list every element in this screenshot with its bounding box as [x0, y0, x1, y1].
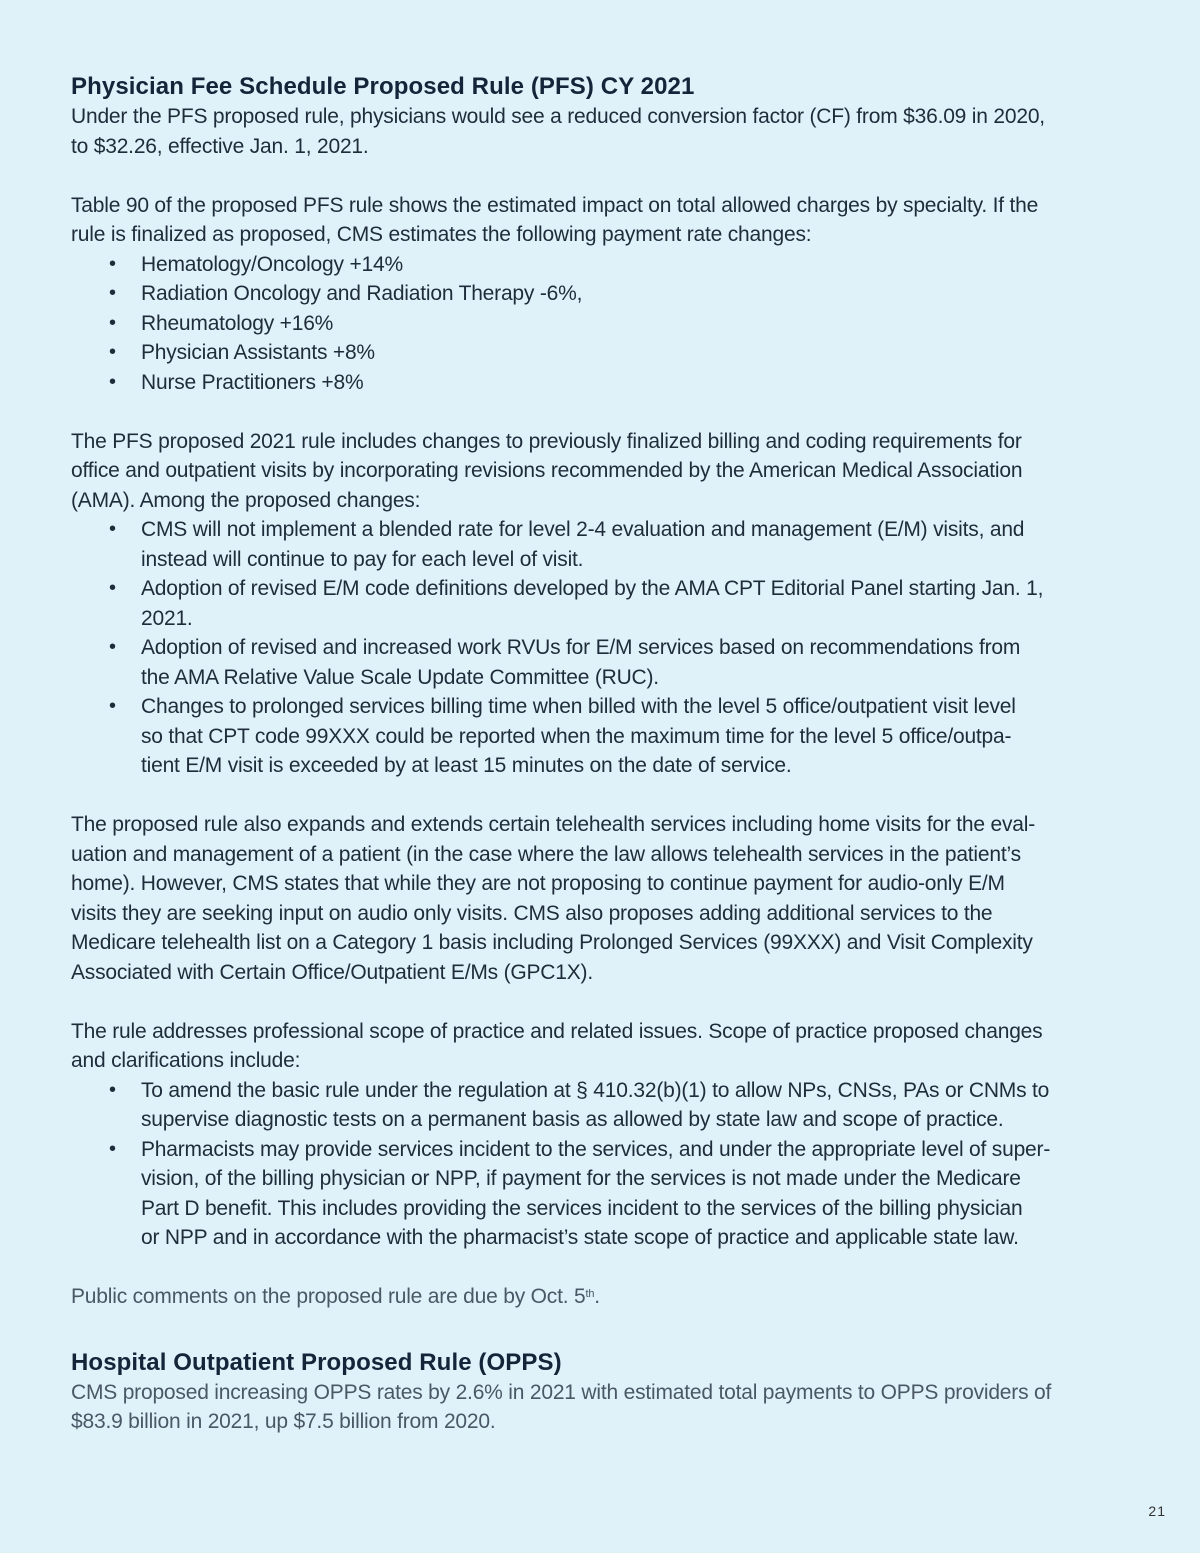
list-item: • Rheumatology +16% [71, 309, 1130, 339]
list-item-line: Part D benefit. This includes providing the services incident to the services of the billing physician [141, 1196, 1023, 1220]
list-item [71, 574, 1130, 633]
list-item [71, 633, 1130, 692]
pfs-em-line-2: office and outpatient visits by incorporating revisions recommended by the American Medical Association [71, 459, 1023, 482]
pfs-em-line-3: (AMA). Among the proposed changes: [71, 488, 421, 512]
pfs-em-line-1: The PFS proposed 2021 rule includes changes to previously finalized billing and coding requirements for [71, 429, 1022, 453]
telehealth-paragraph [71, 810, 1130, 987]
list-item [71, 1135, 1130, 1253]
pfs-table-line-1: Table 90 of the proposed PFS rule shows the estimated impact on total allowed charges by specialty. If the [71, 193, 1039, 217]
telehealth-line: Associated with Certain Office/Outpatient E/Ms (GPC1X). [71, 960, 593, 984]
list-item-line: tient E/M visit is exceeded by at least 15 minutes on the date of service. [141, 754, 792, 777]
list-item-line: the AMA Relative Value Scale Update Committee (RUC). [141, 665, 659, 689]
list-item-line: CMS will not implement a blended rate for level 2-4 evaluation and management (E/M) visits, and [141, 518, 1025, 541]
telehealth-line: visits they are seeking input on audio only visits. CMS also proposes adding additional services to the [71, 901, 993, 925]
comments-superscript: th [585, 1288, 595, 1300]
public-comments-note [71, 1282, 1130, 1312]
pfs-heading: Physician Fee Schedule Proposed Rule (PFS) CY 2021 [71, 73, 695, 100]
list-item [71, 515, 1130, 574]
list-item-line: or NPP and in accordance with the pharmacist’s state scope of practice and applicable state law. [141, 1226, 1019, 1249]
scope-line-2: and clarifications include: [71, 1049, 301, 1072]
rate-changes-list [71, 250, 1130, 398]
opps-line-1: CMS proposed increasing OPPS rates by 2.6% in 2021 with estimated total payments to OPPS providers of [71, 1380, 1052, 1404]
opps-line-2: $83.9 billion in 2021, up $7.5 billion from 2020. [71, 1410, 496, 1433]
page-number: 21 [1148, 1503, 1166, 1519]
pfs-intro-line-2: to $32.26, effective Jan. 1, 2021. [71, 134, 369, 158]
telehealth-line: The proposed rule also expands and extends certain telehealth services including home visits for the eval- [71, 813, 1036, 836]
list-item-line: supervise diagnostic tests on a permanent basis as allowed by state law and scope of practice. [141, 1108, 1004, 1131]
pfs-intro [71, 102, 1130, 161]
list-item: • Nurse Practitioners +8% [71, 368, 1130, 398]
list-item-line: so that CPT code 99XXX could be reported when the maximum time for the level 5 office/outpa- [141, 724, 1012, 748]
telehealth-line: uation and management of a patient (in the case where the law allows telehealth services in the patient’s [71, 842, 1021, 866]
list-item: • Radiation Oncology and Radiation Therapy -6%, [71, 279, 1130, 309]
list-item [71, 692, 1130, 781]
list-item [71, 1076, 1130, 1135]
list-item: • Hematology/Oncology +14% [71, 250, 1130, 280]
opps-heading: Hospital Outpatient Proposed Rule (OPPS) [71, 1348, 562, 1376]
list-item-line: instead will continue to pay for each level of visit. [141, 547, 584, 571]
list-item-line: Pharmacists may provide services incident to the services, and under the appropriate level of super- [141, 1137, 1051, 1161]
pfs-em-paragraph [71, 427, 1130, 516]
comments-text: Public comments on the proposed rule are due by Oct. 5 [71, 1285, 586, 1308]
list-item-line: Adoption of revised and increased work RVUs for E/M services based on recommendations from [141, 636, 1021, 659]
pfs-intro-line-1: Under the PFS proposed rule, physicians would see a reduced conversion factor (CF) from $36.09 in 2020, [71, 105, 1045, 128]
pfs-table-paragraph [71, 191, 1130, 250]
pfs-table-line-2: rule is finalized as proposed, CMS estimates the following payment rate changes: [71, 223, 812, 246]
comments-end: . [594, 1285, 600, 1308]
em-changes-list [71, 515, 1130, 781]
list-item-line: To amend the basic rule under the regulation at § 410.32(b)(1) to allow NPs, CNSs, PAs or CNMs to [141, 1078, 1050, 1102]
list-item: • Physician Assistants +8% [71, 338, 1130, 368]
list-item-line: Changes to prolonged services billing time when billed with the level 5 office/outpatient visit level [141, 695, 1016, 718]
scope-paragraph [71, 1017, 1130, 1076]
opps-paragraph [71, 1378, 1130, 1437]
telehealth-line: Medicare telehealth list on a Category 1 basis including Prolonged Services (99XXX) and Visit Complexity [71, 931, 1033, 954]
scope-changes-list [71, 1076, 1130, 1253]
list-item-line: vision, of the billing physician or NPP, if payment for the services is not made under the Medicare [141, 1167, 1021, 1190]
telehealth-line: home). However, CMS states that while they are not proposing to continue payment for audio-only E/M [71, 872, 1005, 895]
scope-line-1: The rule addresses professional scope of practice and related issues. Scope of practice proposed changes [71, 1019, 1043, 1043]
list-item-line: Adoption of revised E/M code definitions developed by the AMA CPT Editorial Panel starting Jan. 1, [141, 577, 1044, 600]
list-item-line: 2021. [141, 606, 193, 630]
